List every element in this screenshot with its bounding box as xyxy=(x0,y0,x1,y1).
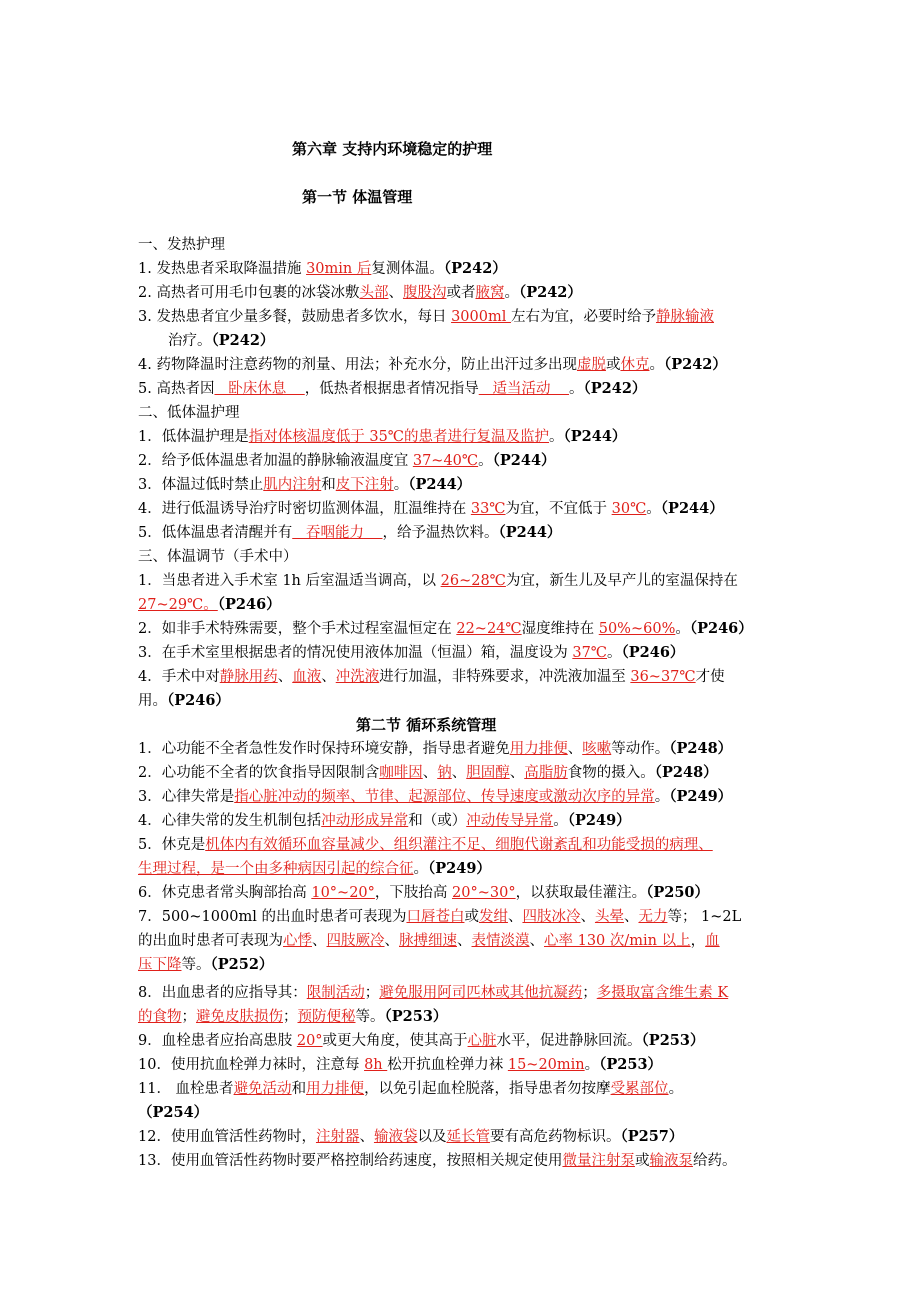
chapter-title: 第六章 支持内环境稳定的护理 xyxy=(292,140,493,158)
subsection-heading-fever: 一、发热护理 xyxy=(138,237,225,253)
list-item: 9．血栓患者应抬高患肢 20°或更大角度，使其高于心脏水平，促进静脉回流。（P253） xyxy=(138,1032,705,1049)
list-item-continuation: 的食物；避免皮肤损伤；预防便秘等。（P253） xyxy=(138,1008,448,1025)
subsection-heading-hypothermia: 二、低体温护理 xyxy=(138,405,240,421)
list-item: 2．心功能不全者的饮食指导因限制含咖啡因、钠、胆固醇、高脂肪食物的摄入。（P248） xyxy=(138,764,718,781)
list-item-continuation: 27~29℃。（P246） xyxy=(138,596,281,613)
list-item: 10．使用抗血栓弹力袜时，注意每 8h 松开抗血栓弹力袜 15~20min。（P253） xyxy=(138,1056,663,1073)
list-item: 6．休克患者常头胸部抬高 10°~20°，下肢抬高 20°~30°，以获取最佳灌注。（P250） xyxy=(138,884,709,901)
list-item: 1．当患者进入手术室 1h 后室温适当调高，以 26~28℃为宜，新生儿及早产儿的室温保持在 xyxy=(138,573,738,589)
list-item: 3．在手术室里根据患者的情况使用液体加温（恒温）箱，温度设为 37℃。（P246） xyxy=(138,644,685,661)
list-item: 5．休克是机体内有效循环血容量减少、组织灌注不足、细胞代谢紊乱和功能受损的病理、 xyxy=(138,837,713,853)
list-item: 4．心律失常的发生机制包括冲动形成异常和（或）冲动传导异常。（P249） xyxy=(138,812,631,829)
section-title-2: 第二节 循环系统管理 xyxy=(356,716,497,734)
list-item: 7．500~1000ml 的出血时患者可表现为口唇苍白或发绀、四肢冰冷、头晕、无力等； 1~2L xyxy=(138,909,742,925)
list-item-continuation: 用。（P246） xyxy=(138,692,230,709)
list-item: 1. 发热患者采取降温措施 30min 后复测体温。（P242） xyxy=(138,260,507,277)
list-item: 5. 高热者因 卧床休息 ，低热者根据患者情况指导 适当活动 。（P242） xyxy=(138,380,647,397)
section-title-1: 第一节 体温管理 xyxy=(302,188,413,206)
list-item: 8．出血患者的应指导其：限制活动；避免服用阿司匹林或其他抗凝药；多摄取富含维生素 K xyxy=(138,985,729,1001)
list-item: 2．给予低体温患者加温的静脉输液温度宜 37~40℃。（P244） xyxy=(138,452,556,469)
list-item: 1．低体温护理是指对体核温度低于 35℃的患者进行复温及监护。（P244） xyxy=(138,428,627,445)
list-item-continuation: 生理过程，是一个由多种病因引起的综合征。（P249） xyxy=(138,860,491,877)
list-item: 4．手术中对静脉用药、血液、冲洗液进行加温，非特殊要求，冲洗液加温至 36~37℃才使 xyxy=(138,669,725,685)
list-item: 3. 发热患者宜少量多餐，鼓励患者多饮水，每日 3000ml 左右为宜，必要时给予静脉输液 xyxy=(138,309,714,325)
list-item: 2．如非手术特殊需要，整个手术过程室温恒定在 22~24℃湿度维持在 50%~60%。（P246） xyxy=(138,620,753,637)
list-item-continuation: 压下降等。（P252） xyxy=(138,956,274,973)
list-item: 2. 高热者可用毛巾包裹的冰袋冰敷头部、腹股沟或者腋窝。（P242） xyxy=(138,284,582,301)
list-item: 11． 血栓患者避免活动和用力排便，以免引起血栓脱落，指导患者勿按摩受累部位。 xyxy=(138,1081,684,1097)
list-item-continuation: 的出血时患者可表现为心悸、四肢厥冷、脉搏细速、表情淡漠、心率 130 次/min 以上，血 xyxy=(138,933,720,949)
list-item: 4．进行低温诱导治疗时密切监测体温，肛温维持在 33℃为宜，不宜低于 30℃。（P244） xyxy=(138,500,724,517)
list-item: 1．心功能不全者急性发作时保持环境安静，指导患者避免用力排便、咳嗽等动作。（P248） xyxy=(138,740,733,757)
list-item: 3．心律失常是指心脏冲动的频率、节律、起源部位、传导速度或激动次序的异常。（P249） xyxy=(138,788,733,805)
list-item-continuation: （P254） xyxy=(138,1104,209,1121)
list-item: 4. 药物降温时注意药物的剂量、用法；补充水分，防止出汗过多出现虚脱或休克。（P242） xyxy=(138,356,727,373)
list-item: 3．体温过低时禁止肌内注射和皮下注射。（P244） xyxy=(138,476,472,493)
list-item-continuation: 治疗。（P242） xyxy=(168,332,275,349)
subsection-heading-temperature-regulation: 三、体温调节（手术中） xyxy=(138,549,298,565)
list-item: 13．使用血管活性药物时要严格控制给药速度，按照相关规定使用微量注射泵或输液泵给药。 xyxy=(138,1153,737,1169)
list-item: 5．低体温患者清醒并有 吞咽能力 ，给予温热饮料。（P244） xyxy=(138,524,562,541)
list-item: 12．使用血管活性药物时，注射器、输液袋以及延长管要有高危药物标识。（P257） xyxy=(138,1128,684,1145)
